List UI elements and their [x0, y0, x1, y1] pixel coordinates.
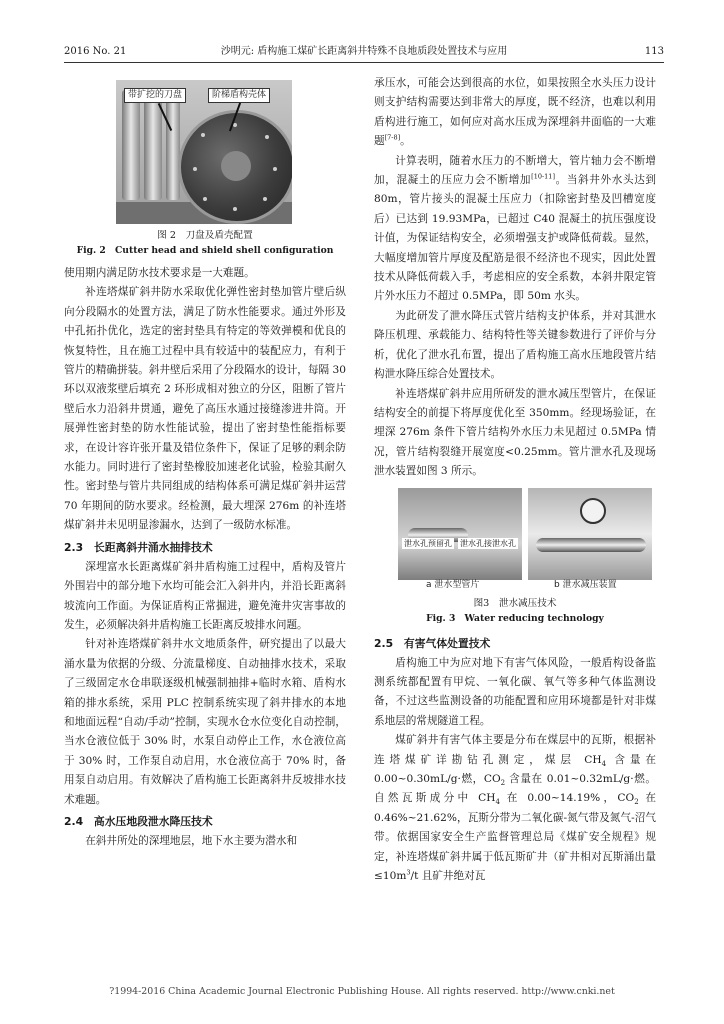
- journal-issue: 2016 No. 21: [64, 46, 127, 57]
- paragraph: [374, 152, 656, 307]
- figure-3-image: [374, 488, 656, 590]
- running-title: 沙明元: 盾构施工煤矿长距离斜井特殊不良地质段处置技术与应用: [220, 46, 508, 57]
- copyright-footer: ?1994-2016 China Academic Journal Electronic Publishing House. All rights reserved. http://www.cnki.net: [109, 986, 615, 997]
- paragraph: 补连塔煤矿斜井防水采取优化弹性密封垫加管片壁后纵向分段隔水的处置方法，满足了防水性能要求。通过外形及中孔拓扑优化，选定的密封垫具有特定的等效弹模和优良的恢复特性，且在施工过程中具有较适中的装配应力，有利于管片的精确拼装。斜井壁后采用了分段隔水的设计，每隔 30 环以双液浆壁后填充 2 环形成相对独立的分区，阻断了管片壁后水力沿斜井贯通，避免了高压水通过接缝渗进井筒。开展弹性密封垫的防水性能试验，提出了密封垫性能指标要求，在设计容许张开量及错位条件下，保证了足够的剩余防水能力。同时进行了密封垫橡胶加速老化试验，检验其耐久性。密封垫与管片共同组成的结构体系可满足煤矿斜井运营 70 年期间的防水要求。经检测，最大埋深 276m 的补连塔煤矿斜井未见明显渗漏水，达到了一级防水标准。: [64, 286, 346, 532]
- subscript: 2: [500, 779, 506, 788]
- cutter-disc: [273, 167, 277, 171]
- figure-3-caption-cn: 图3 泄水减压技术: [473, 597, 557, 609]
- paragraph: [374, 74, 656, 152]
- text-run: /t 且矿井绝对瓦: [410, 870, 486, 882]
- cutter-disc: [233, 207, 237, 211]
- cutter-disc: [201, 133, 205, 137]
- figure-3a-photo: [398, 488, 522, 580]
- running-header: [64, 44, 664, 60]
- subscript: 2: [634, 798, 639, 807]
- text-run: 。: [400, 135, 411, 148]
- drain-pipe: [536, 538, 646, 552]
- figure-3-caption-en: Fig. 3 Water reducing technology: [426, 612, 604, 624]
- paragraph: 深埋富水长距离煤矿斜井盾构施工过程中，盾构及管片外围岩中的部分地下水均可能会汇入斜井内，并沿长距离斜坡流向工作面。为保证盾构正常掘进，避免淹井灾害事故的发生，必须解决斜井盾构施工长距离反坡排水问题。: [64, 560, 346, 631]
- text-run: 含量在 0.01~0.32mL/g·燃。自然瓦斯成分中 CH: [374, 772, 656, 805]
- text-run: 计算表明，随着水压力的不断增大，管片轴力会不断增加，混凝土的压应力会不断增加: [374, 154, 656, 187]
- subscript: 4: [495, 798, 500, 807]
- header-rule: [64, 62, 664, 63]
- section-heading-2-4: 2.4 高水压地段泄水降压技术: [64, 814, 213, 828]
- cutter-disc: [203, 197, 207, 201]
- section-heading-2-3: 2.3 长距离斜井涌水抽排技术: [64, 540, 213, 554]
- paragraph: 使用期内满足防水技术要求是一大难题。: [64, 267, 255, 279]
- right-column: [374, 74, 656, 886]
- figure-3b-photo: [528, 488, 652, 580]
- paragraph: 为此研发了泄水降压式管片结构支护体系，并对其泄水降压机理、承载能力、结构特性等关键参数进行了评价与分析，优化了泄水孔布置，提出了盾构施工高水压地段管片结构泄水降压综合处置技术。: [374, 309, 656, 381]
- text-run: 。当斜井外水头达到 80m，管片接头的混凝土压应力（扣除密封垫及凹槽宽度后）已达到 19.93MPa，已超过 C40 混凝土的抗压强度设计值，为保证结构安全，必须增强支护或降低荷载。显然，大幅度增加管片厚度及配筋是很不经济也不现实，因此处置技术从降低荷载入手，考虑相应的安全系数，本斜井限定管片外水压力不超过 0.5MPa，即 50m 水头。: [374, 174, 657, 303]
- text-run: 在 0.00~14.19%，CO: [500, 792, 635, 805]
- cutter-head: [178, 110, 292, 224]
- text-run: 在 0.46%~21.62%，瓦斯分带为二氧化碳-氮气带及氮气-沼气带。依据国家安全生产监督管理总局《煤矿安全规程》规定，补连塔煤矿斜井属于低瓦斯矿井（矿井相对瓦斯涌出量≤10m: [374, 792, 656, 882]
- text-run: 含量在 0.00~0.30mL/g·燃，CO: [374, 753, 656, 785]
- paragraph: 针对补连塔煤矿斜井水文地质条件，研究提出了以最大涌水量为依据的分级、分流量梯度、自动抽排水技术，采取了三级固定水仓串联逐级机械强制抽排+临时水箱、盾构水箱的排水系统，采用 PLC 控制系统实现了斜井排水的本地和地面远程“自动/手动”控制，实现水仓水位变化自动控制，当水仓液位低于 30% 时，水泵自动停止工作，水仓液位高于 30% 时，工作泵自动启用，水仓液位高于 70% 时，备用泵自动启用。有效解决了盾构施工长距离斜井反坡排水技术难题。: [64, 638, 346, 806]
- paragraph: [374, 731, 656, 886]
- cutter-disc: [193, 167, 197, 171]
- paragraph: 盾构施工中为应对地下有害气体风险，一般盾构设备监测系统都配置有甲烷、一氧化碳、氧气等多种气体监测设备，不过这些监测设备的功能配置和应用环境都是针对非煤系地层的常规隧道工程。: [374, 656, 656, 727]
- text-run: 承压水，可能会达到很高的水位，如果按照全水头压力设计则支护结构需要达到非常大的厚度，既不经济，也难以利用盾构进行施工，如何应对高水压成为深埋斜井面临的一大难题: [374, 77, 656, 148]
- superscript: 3: [406, 868, 411, 877]
- silo: [166, 90, 180, 200]
- pressure-gauge-icon: [580, 498, 606, 524]
- text-run: 煤矿斜井有害气体主要是分布在煤层中的瓦斯，根据补连塔煤矿详勘钻孔测定，煤层 CH: [374, 734, 656, 766]
- paragraph: 补连塔煤矿斜井应用所研发的泄水减压型管片，在保证结构安全的前提下将厚度优化至 350mm。经现场验证，在埋深 276m 条件下管片结构外水压力未见超过 0.5MPa 情况，管片结构裂缝开展宽度<0.25mm。管片泄水孔及现场泄水装置如图 3 所示。: [374, 387, 656, 478]
- paragraph: 在斜井所处的深埋地层，地下水主要为潜水和: [85, 834, 298, 847]
- subscript: 4: [601, 759, 607, 768]
- figure-3a-label: a 泄水型管片: [426, 579, 480, 590]
- silo: [122, 90, 140, 200]
- left-column: [64, 74, 346, 851]
- figure-2-caption-en: Fig. 2 Cutter head and shield shell configuration: [76, 245, 334, 256]
- label-cutter-head: 带扩挖的刀盘: [124, 88, 186, 103]
- citation-ref: [10-11]: [531, 172, 555, 181]
- figure-3b-label: b 泄水减压装置: [554, 579, 617, 590]
- cutter-disc: [263, 197, 267, 201]
- cutter-hub: [221, 151, 251, 181]
- cutter-disc: [265, 135, 269, 139]
- figure-2-image: [116, 80, 292, 224]
- figure-2-caption-cn: 图 2 刀盘及盾壳配置: [157, 230, 253, 241]
- page-number: 113: [644, 46, 664, 57]
- label-shield-shell: 阶梯盾构壳体: [208, 88, 270, 103]
- citation-ref: [7-8]: [384, 133, 401, 142]
- tag-reserved-hole: 泄水孔预留孔: [404, 538, 452, 548]
- tag-drain-hole: 泄水孔接泄水孔: [460, 538, 516, 548]
- section-heading-2-5: 2.5 有害气体处置技术: [374, 636, 491, 650]
